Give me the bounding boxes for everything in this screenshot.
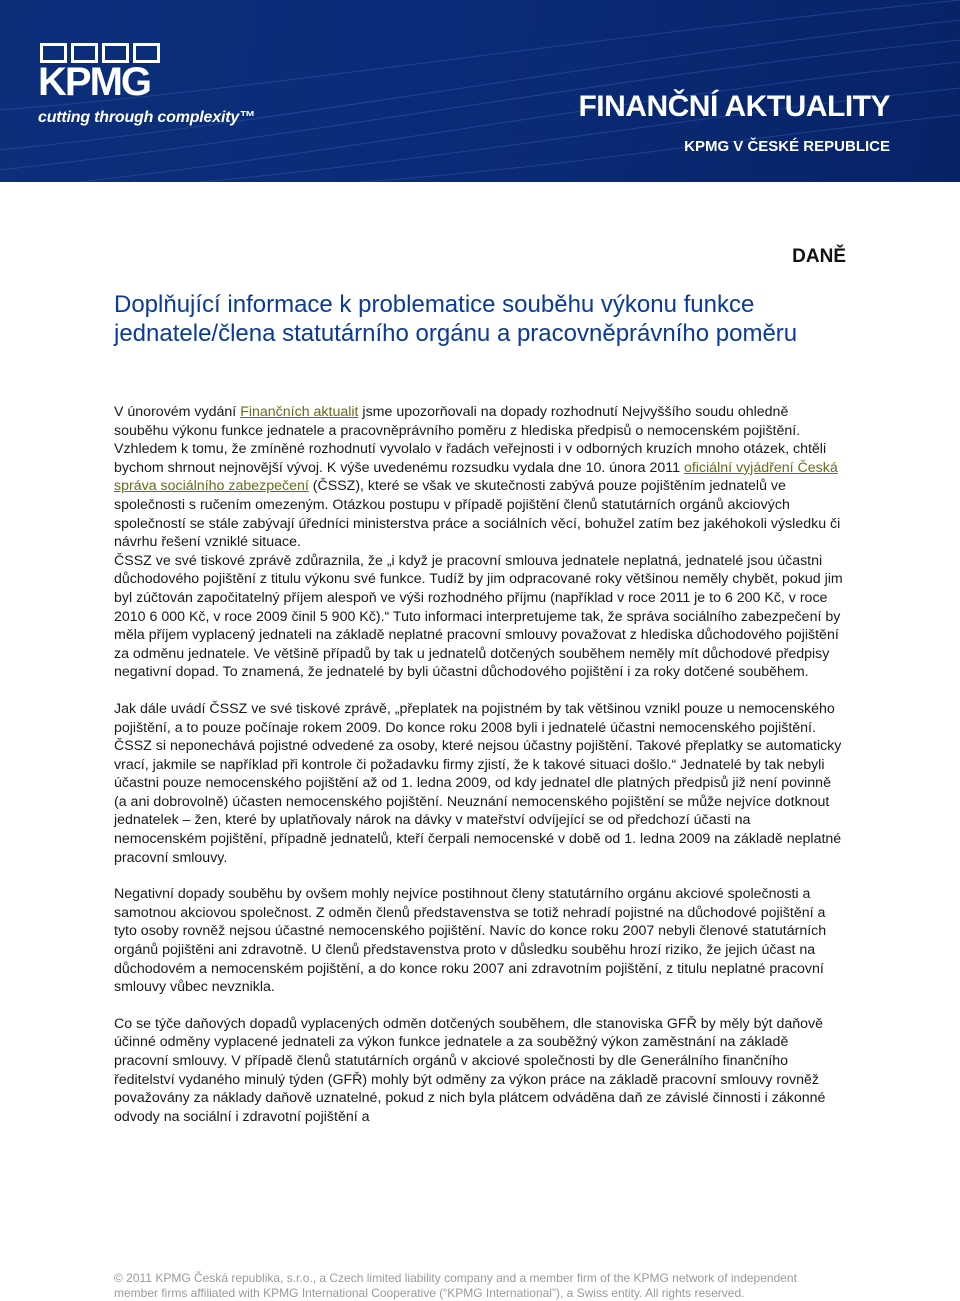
paragraph-4: Negativní dopady souběhu by ovšem mohly nejvíce postihnout členy statutárního orgánu akciové společnosti a samotnou akciovou společnost. Z odměn členů představenstva se totiž nehradí pojistné na důchodové pojištění a tyto osoby rovněž nejsou účastné nemocenského pojištění. Navíc do konce roku 2007 nebyli členové statutárních orgánů pojištěni ani zdravotně. U členů představenstva proto v důsledku souběhu hrozí riziko, že jejich účast na důchodovém a nemocenském pojištění, a do konce roku 2007 ani zdravotním pojištění, z titulu neplatné pracovní smlouvy vůbec nevznikla. bbox=[114, 886, 827, 996]
paragraph-3: Jak dále uvádí ČSSZ ve své tiskové zprávě, „přeplatek na pojistném by tak většinou vznikl pouze u nemocenského pojištění, a to pouze počínaje rokem 2009. Do konce roku 2008 byli i jednatelé účastni nemocenského pojištění. ČSSZ si neponechává pojistné odvedené za osoby, které nejsou účastny pojištění. Takové přeplatky se automaticky vrací, jakmile se například při kontrole či požadavku firmy zjistí, že k takové situaci došlo.“ Jednatelé by tak nebyli účastni pouze nemocenského pojištění až od 1. ledna 2009, od kdy jednatel dle platných předpisů již není povinně (a ani dobrovolně) účasten nemocenského pojištění. Neuznání nemocenského pojištění se může nejvíce dotknout jednatelek – žen, které by uplatňovaly nárok na dávky v mateřství odvíjející se od předchozí účasti na nemocenském pojištění, případně jednatelů, kteří čerpali nemocenské v době od 1. ledna 2009 na základě neplatné pracovní smlouvy. bbox=[114, 700, 842, 866]
category-label: DANĚ bbox=[792, 246, 846, 267]
paragraph-1: V únorovém vydání Finančních aktualit jsme upozorňovali na dopady rozhodnutí Nejvyššího soudu ohledně souběhu výkonu funkce jednatele a pracovněprávního poměru z hlediska předpisů o nemocenském pojištění. Vzhledem k tomu, že zmíněné rozhodnutí vyvolalo v řadách veřejnosti i v odborných kruzích mnoho otázek, chtěli bychom shrnout nejnovější vývoj. K výše uvedenému rozsudku vydala dne 10. února 2011 oficiální vyjádření Česká správa sociálního zabezpečení (ČSSZ), které se však ve skutečnosti zabývá pouze pojištěním jednatelů ve společnosti s ručením omezeným. Otázkou postupu v případě pojištění členů statutárních orgánů akciových společností se stále zabývají úředníci ministerstva práce a sociálních věcí, bohužel zatím bez jakéhokoli výsledku či návrhu řešení vzniklé situace. bbox=[114, 404, 841, 551]
publication-subtitle: KPMG V ČESKÉ REPUBLICE bbox=[684, 138, 890, 155]
article-body bbox=[114, 403, 846, 1126]
copyright-footer: © 2011 KPMG Česká republika, s.r.o., a Czech limited liability company and a member firm of the KPMG network of independent member firms affiliated with KPMG International Cooperative (“KPMG International”), a Swiss entity. All rights reserved. bbox=[114, 1271, 797, 1300]
link-cssz-statement[interactable]: oficiální vyjádření Česká správa sociálního zabezpečení bbox=[114, 459, 838, 495]
article-title: Doplňující informace k problematice souběhu výkonu funkce jednatele/člena statutárního orgánu a pracovněprávního poměru bbox=[114, 291, 798, 347]
logo-tagline: cutting through complexity™ bbox=[38, 109, 255, 126]
kpmg-logo bbox=[38, 43, 255, 127]
paragraph-2: ČSSZ ve své tiskové zprávě zdůraznila, že „i když je pracovní smlouva jednatele neplatná, jednatelé jsou účastni důchodového pojištění z titulu výkonu své funkce. Tudíž by jim odpracované roky většinou neměly chybět, pokud jim byl zúčtován započitatelný příjem alespoň ve výši rozhodného příjmu (například v roce 2011 je to 6 200 Kč, v roce 2010 6 000 Kč, v roce 2009 činil 5 900 Kč).“ Tuto informaci interpretujeme tak, že správa sociálního zabezpečení by měla příjem vyplacený jednateli na základě neplatné pracovní smlouvy považovat z hlediska důchodového pojištění za odměnu jednatele. Ve většině případů by tak u jednatelů dotčených souběhem neměly mít důchodové předpisy negativní dopad. To znamená, že jednatelé by byli účastni důchodového pojištění i za roky dotčené souběhem. bbox=[114, 552, 843, 681]
paragraph-5: Co se týče daňových dopadů vyplacených odměn dotčených souběhem, dle stanoviska GFŘ by měly být daňově účinné odměny vyplacené jednateli za výkon funkce jednatele a za souběžný výkon zaměstnání na základě pracovní smlouvy. V případě členů statutárních orgánů v akciové společnosti by dle Generálního finančního ředitelství vydaného minulý týden (GFŘ) mohly být odměny za výkon práce na základě pracovní smlouvy rovněž považovány za náklady daňově uznatelné, pokud z nich byla plátcem odváděna daň ze závislé činnosti i zákonné odvody na sociální i zdravotní pojištění a bbox=[114, 1015, 826, 1125]
header-banner bbox=[0, 0, 960, 182]
link-financni-aktuality[interactable]: Finančních aktualit bbox=[240, 404, 359, 420]
logo-wordmark: KPMG bbox=[38, 60, 150, 104]
publication-title: FINANČNÍ AKTUALITY bbox=[578, 90, 890, 123]
